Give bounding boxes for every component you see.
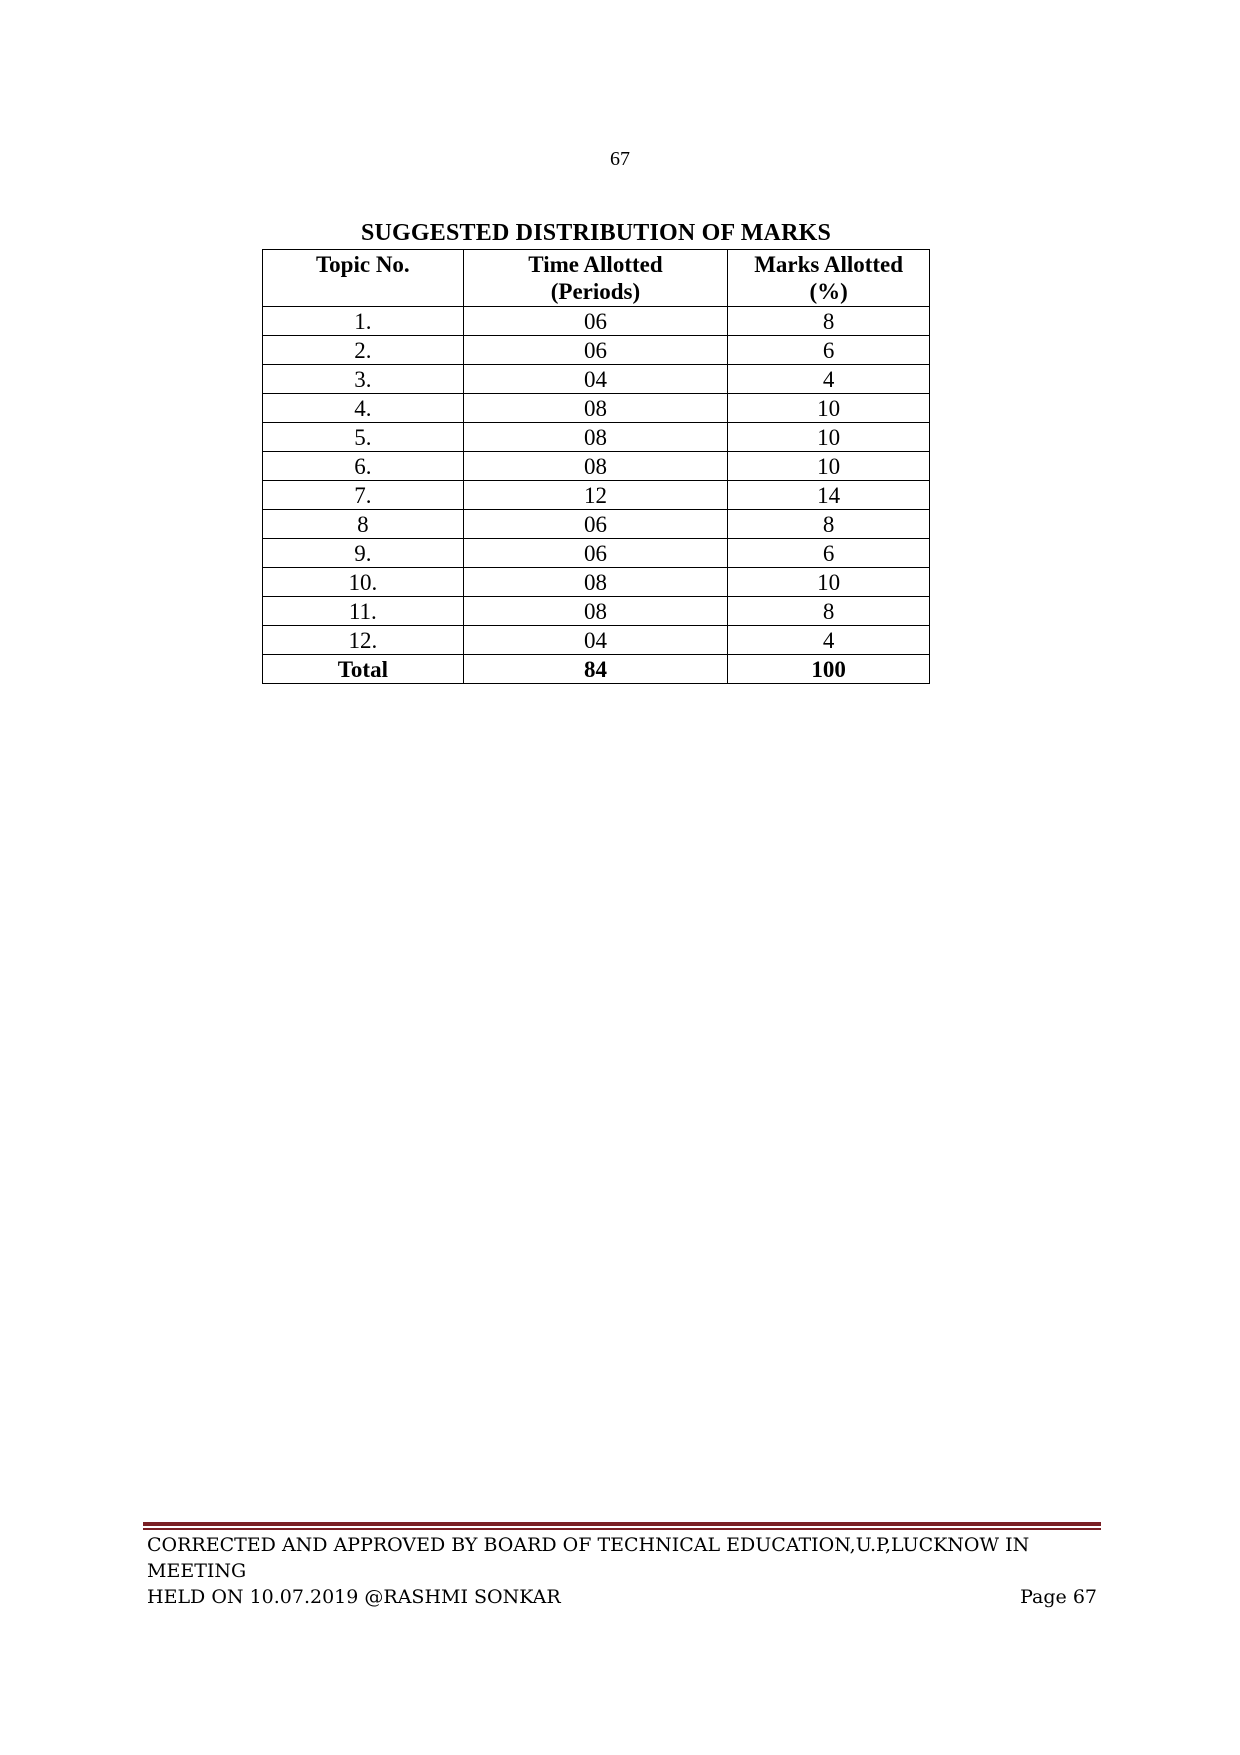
topic-no-cell: 11. bbox=[263, 597, 464, 626]
total-label: Total bbox=[263, 655, 464, 684]
marks-cell: 6 bbox=[728, 336, 930, 365]
topic-no-cell: 5. bbox=[263, 423, 464, 452]
marks-cell: 4 bbox=[728, 626, 930, 655]
topic-no-cell: 7. bbox=[263, 481, 464, 510]
marks-distribution-table bbox=[262, 249, 930, 684]
periods-cell: 04 bbox=[463, 365, 728, 394]
page-number: 67 bbox=[610, 148, 630, 170]
marks-cell: 8 bbox=[728, 307, 930, 336]
total-row bbox=[263, 655, 930, 684]
marks-cell: 14 bbox=[728, 481, 930, 510]
table-row bbox=[263, 394, 930, 423]
header-time-allotted-unit: (Periods) bbox=[550, 279, 641, 304]
topic-no-cell: 10. bbox=[263, 568, 464, 597]
footer-meeting-date: HELD ON 10.07.2019 @RASHMI SONKAR bbox=[147, 1586, 561, 1608]
marks-cell: 10 bbox=[728, 423, 930, 452]
table-row bbox=[263, 452, 930, 481]
topic-no-cell: 1. bbox=[263, 307, 464, 336]
topic-no-cell: 12. bbox=[263, 626, 464, 655]
header-marks-allotted bbox=[728, 250, 930, 307]
periods-cell: 08 bbox=[463, 452, 728, 481]
marks-cell: 10 bbox=[728, 568, 930, 597]
table-row bbox=[263, 626, 930, 655]
topic-no-cell: 4. bbox=[263, 394, 464, 423]
periods-cell: 04 bbox=[463, 626, 728, 655]
header-time-allotted-label: Time Allotted bbox=[528, 252, 663, 277]
periods-cell: 08 bbox=[463, 597, 728, 626]
footer-page-label: Page 67 bbox=[1020, 1586, 1097, 1608]
topic-no-cell: 9. bbox=[263, 539, 464, 568]
periods-cell: 08 bbox=[463, 394, 728, 423]
header-time-allotted bbox=[463, 250, 728, 307]
periods-cell: 06 bbox=[463, 336, 728, 365]
topic-no-cell: 2. bbox=[263, 336, 464, 365]
footer-approval-line: CORRECTED AND APPROVED BY BOARD OF TECHNICAL EDUCATION,U.P,LUCKNOW IN MEETING bbox=[147, 1534, 1030, 1582]
total-periods: 84 bbox=[463, 655, 728, 684]
periods-cell: 06 bbox=[463, 539, 728, 568]
marks-cell: 8 bbox=[728, 597, 930, 626]
periods-cell: 08 bbox=[463, 568, 728, 597]
table-row bbox=[263, 539, 930, 568]
marks-cell: 10 bbox=[728, 452, 930, 481]
footer bbox=[147, 1532, 1097, 1610]
footer-rule-thin bbox=[143, 1528, 1101, 1530]
header-marks-allotted-unit: (%) bbox=[809, 279, 848, 304]
header-topic-no bbox=[263, 250, 464, 307]
table-row bbox=[263, 336, 930, 365]
footer-rule-thick bbox=[143, 1522, 1101, 1526]
header-topic-no-label: Topic No. bbox=[315, 252, 410, 277]
table-row bbox=[263, 365, 930, 394]
table-row bbox=[263, 307, 930, 336]
periods-cell: 12 bbox=[463, 481, 728, 510]
marks-cell: 4 bbox=[728, 365, 930, 394]
footer-second-line bbox=[147, 1584, 1097, 1610]
marks-cell: 6 bbox=[728, 539, 930, 568]
table-row bbox=[263, 481, 930, 510]
topic-no-cell: 3. bbox=[263, 365, 464, 394]
table-row bbox=[263, 568, 930, 597]
table-header-row bbox=[263, 250, 930, 307]
marks-cell: 8 bbox=[728, 510, 930, 539]
periods-cell: 06 bbox=[463, 307, 728, 336]
table-body bbox=[263, 307, 930, 655]
table-row bbox=[263, 510, 930, 539]
total-marks: 100 bbox=[728, 655, 930, 684]
marks-cell: 10 bbox=[728, 394, 930, 423]
periods-cell: 08 bbox=[463, 423, 728, 452]
table-row bbox=[263, 423, 930, 452]
table-title: SUGGESTED DISTRIBUTION OF MARKS bbox=[360, 220, 832, 246]
topic-no-cell: 6. bbox=[263, 452, 464, 481]
header-marks-allotted-label: Marks Allotted bbox=[754, 252, 904, 277]
topic-no-cell: 8 bbox=[263, 510, 464, 539]
periods-cell: 06 bbox=[463, 510, 728, 539]
table-row bbox=[263, 597, 930, 626]
